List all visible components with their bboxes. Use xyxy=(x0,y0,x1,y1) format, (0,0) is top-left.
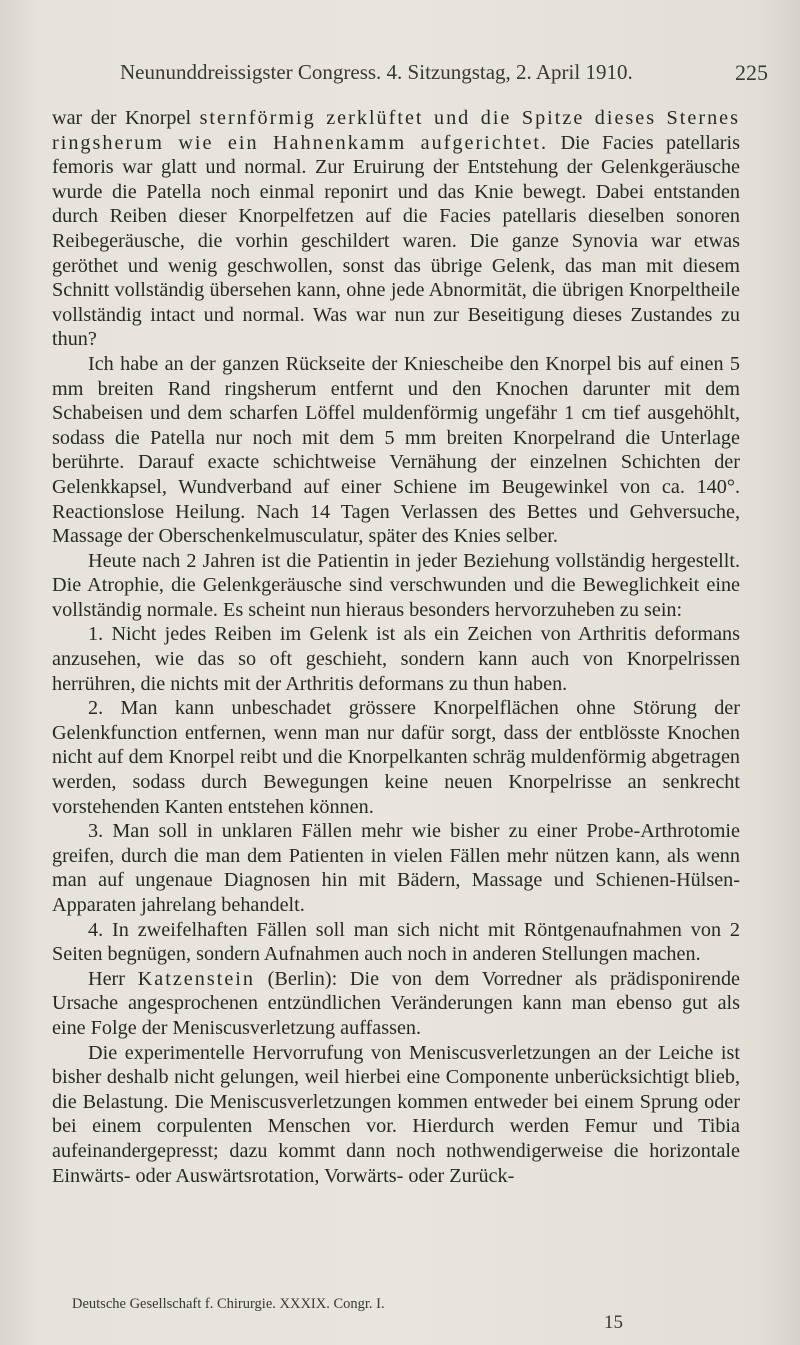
speaker-name: Katzenstein xyxy=(137,967,255,990)
running-header xyxy=(120,60,768,90)
list-item-3: 3. Man soll in unklaren Fällen mehr wie bisher zu einer Probe-Arthrotomie greifen, durch die man dem Patienten in vielen Fällen mehr nützen kann, als wenn man auf ungenaue Diagnosen hin mit Bädern, Massage und Schienen-Hülsen-Apparaten jahrelang behandelt. xyxy=(52,820,740,916)
footer-signature: Deutsche Gesellschaft f. Chirurgie. XXXIX. Congr. I. xyxy=(72,1296,385,1312)
body-text xyxy=(52,106,740,1188)
list-item-1: 1. Nicht jedes Reiben im Gelenk ist als ein Zeichen von Arthritis deformans anzusehen, wie das so oft geschieht, sondern kann auch von Knorpelrissen herrühren, die nichts mit der Arthritis deformans zu thun haben. xyxy=(52,623,740,695)
paragraph-5: Die experimentelle Hervorrufung von Meniscusverletzungen an der Leiche ist bisher deshalb nicht gelungen, weil hierbei eine Componente unberücksichtigt blieb, die Belastung. Die Meniscusverletzungen kommen entweder bei einem Sprung oder bei einem corpulenten Menschen vor. Hierdurch werden Femur und Tibia aufeinandergepresst; dazu kommt dann noch nothwendigerweise die horizontale Einwärts- oder Auswärtsrotation, Vorwärts- oder Zurück- xyxy=(52,1041,740,1187)
paragraph-1 xyxy=(52,106,740,352)
list-item-4: 4. In zweifelhaften Fällen soll man sich nicht mit Röntgenaufnahmen von 2 Seiten begnügen, sondern Aufnahmen auch noch in anderen Stellungen machen. xyxy=(52,918,740,966)
paragraph-2: Ich habe an der ganzen Rückseite der Kniescheibe den Knorpel bis auf einen 5 mm breiten Rand ringsherum entfernt und den Knochen darunter mit dem Schabeisen und dem scharfen Löffel muldenförmig ungefähr 1 cm tief ausgehöhlt, sodass die Patella nur noch mit dem 5 mm breiten Knorpelrand die Unterlage berührte. Darauf exacte schichtweise Vernähung der einzelnen Schichten der Gelenkkapsel, Wundverband auf einer Schiene im Beugewinkel von ca. 140°. Reactionslose Heilung. Nach 14 Tagen Verlassen des Bettes und Gehversuche, Massage der Oberschenkelmusculatur, später des Knies selber. xyxy=(52,352,740,548)
speaker-text: (Berlin): Die von dem Vorredner als prädisponirende Ursache angesprochenen entzündlichen Veränderungen kann man ebenso gut als eine Folge der Meniscusverletzung auffassen. xyxy=(52,967,740,1039)
paragraph-3: Heute nach 2 Jahren ist die Patientin in jeder Beziehung vollständig hergestellt. Die Atrophie, die Gelenkgeräusche sind verschwunden und die Beweglichkeit eine vollständig normale. Es scheint nun hieraus besonders hervorzuheben zu sein: xyxy=(52,549,740,621)
paragraph-1-rest: Die Facies patellaris femoris war glatt und normal. Zur Eruirung der Entstehung der Gelenkgeräusche wurde die Patella noch einmal reponirt und das Knie bewegt. Dabei entstanden durch Reiben dieser Knorpelfetzen auf die Facies patellaris dieselben sonoren Reibegeräusche, die vorhin geschildert waren. Die ganze Synovia war etwas geröthet und wenig geschwollen, sonst das übrige Gelenk, das man mit diesem Schnitt vollständig übersehen kann, ohne jede Abnormität, die übrigen Knorpeltheile vollständig intact und normal. Was war nun zur Beseitigung dieses Zustandes zu thun? xyxy=(52,131,740,351)
list-item-2: 2. Man kann unbeschadet grössere Knorpelflächen ohne Störung der Gelenkfunction entfernen, wenn man nur dafür sorgt, dass der entblösste Knochen nicht auf dem Knorpel reibt und die Knorpelkanten schräg muldenförmig abgetragen werden, sodass durch Bewegungen keine neuen Knorpelrisse an senkrecht vorstehenden Kanten entstehen können. xyxy=(52,697,740,818)
paragraph-speaker xyxy=(52,967,740,1041)
speaker-prefix: Herr xyxy=(88,967,138,990)
paragraph-1-start: war der Knorpel xyxy=(52,107,200,129)
sheet-number: 15 xyxy=(604,1312,623,1333)
page-number: 225 xyxy=(735,60,768,85)
paragraph-1-spaced: sternförmig zerklüftet und die Spitze dieses Sternes ringsherum wie ein Hahnenkamm aufgerichtet. xyxy=(52,107,740,154)
running-title: Neununddreissigster Congress. 4. Sitzungstag, 2. April 1910. xyxy=(120,60,633,84)
